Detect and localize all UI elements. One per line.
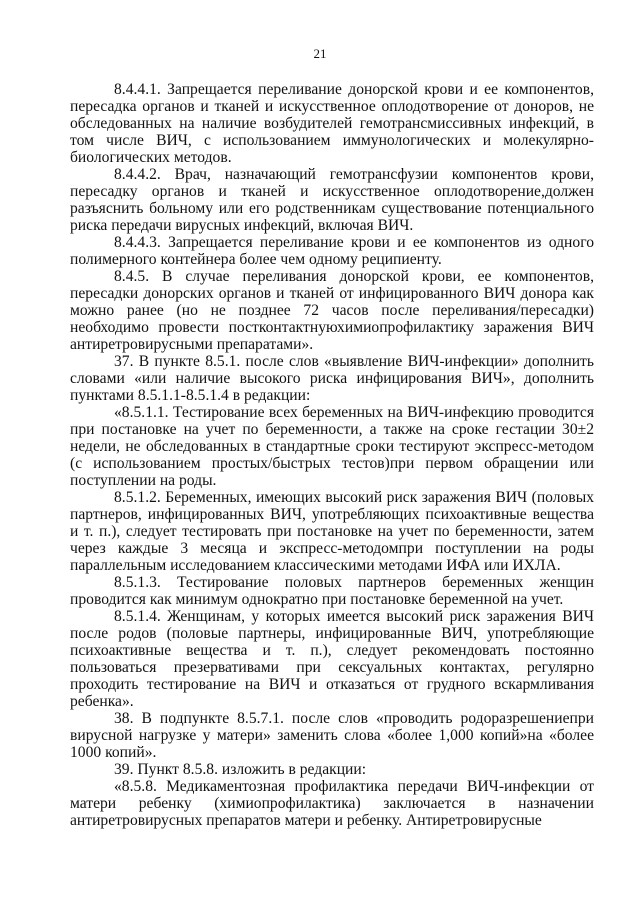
paragraph-8-5-8: «8.5.8. Медикаментозная профилактика передачи ВИЧ-инфекции от матери ребенку (химиопрофилактика) заключается в назначении антиретровирусных препаратов матери и ребенку. Антиретровирусные	[70, 778, 594, 829]
paragraph-8-5-1-3: 8.5.1.3. Тестирование половых партнеров беременных женщин проводится как минимум однократно при постановке беременной на учет.	[70, 574, 594, 608]
page-number: 21	[313, 46, 327, 61]
paragraph-8-4-4-2: 8.4.4.2. Врач, назначающий гемотрансфузии компонентов крови, пересадку органов и тканей и искусственное оплодотворение,должен разъяснить больному или его родственникам существование потенциального риска передачи вирусных инфекций, включая ВИЧ.	[70, 166, 594, 234]
paragraph-8-5-1-2: 8.5.1.2. Беременных, имеющих высокий риск заражения ВИЧ (половых партнеров, инфицированных ВИЧ, употребляющих психоактивные вещества и т. п.), следует тестировать при постановке на учет по беременности, затем через каждые 3 месяца и экспресс-методомпри поступлении на роды параллельным исследованием классическими методами ИФА или ИХЛА.	[70, 489, 594, 574]
paragraph-item-39: 39. Пункт 8.5.8. изложить в редакции:	[114, 761, 367, 778]
paragraph-8-5-1-1: «8.5.1.1. Тестирование всех беременных на ВИЧ-инфекцию проводится при постановке на учет по беременности, а также на сроке гестации 30±2 недели, не обследованных в стандартные сроки тестируют экспресс-методом (с использованием простых/быстрых тестов)при первом обращении или поступлении на роды.	[70, 404, 594, 489]
paragraph-item-37: 37. В пункте 8.5.1. после слов «выявление ВИЧ-инфекции» дополнить словами «или наличие высокого риска инфицирования ВИЧ», дополнить пунктами 8.5.1.1-8.5.1.4 в редакции:	[70, 353, 594, 404]
paragraph-8-4-4-1: 8.4.4.1. Запрещается переливание донорской крови и ее компонентов, пересадка органов и тканей и искусственное оплодотворение от доноров, не обследованных на наличие возбудителей гемотрансмиссивных инфекций, в том числе ВИЧ, с использованием иммунологических и молекулярно-биологических методов.	[70, 81, 594, 166]
paragraph-8-4-5: 8.4.5. В случае переливания донорской крови, ее компонентов, пересадки донорских органов и тканей от инфицированного ВИЧ донора как можно ранее (но не позднее 72 часов после переливания/пересадки) необходимо провести постконтактнуюхимиопрофилактику заражения ВИЧ антиретровирусными препаратами».	[70, 268, 594, 353]
paragraph-item-38: 38. В подпункте 8.5.7.1. после слов «проводить родоразрешениепри вирусной нагрузке у матери» заменить слова «более 1,000 копий»на «более 1000 копий».	[70, 710, 594, 761]
paragraph-8-5-1-4: 8.5.1.4. Женщинам, у которых имеется высокий риск заражения ВИЧ после родов (половые партнеры, инфицированные ВИЧ, употребляющие психоактивные вещества и т. п.), следует рекомендовать постоянно пользоваться презервативами при сексуальных контактах, регулярно проходить тестирование на ВИЧ и отказаться от грудного вскармливания ребенка».	[70, 608, 594, 710]
paragraph-8-4-4-3: 8.4.4.3. Запрещается переливание крови и ее компонентов из одного полимерного контейнера более чем одному реципиенту.	[70, 234, 594, 268]
document-body	[70, 81, 594, 829]
